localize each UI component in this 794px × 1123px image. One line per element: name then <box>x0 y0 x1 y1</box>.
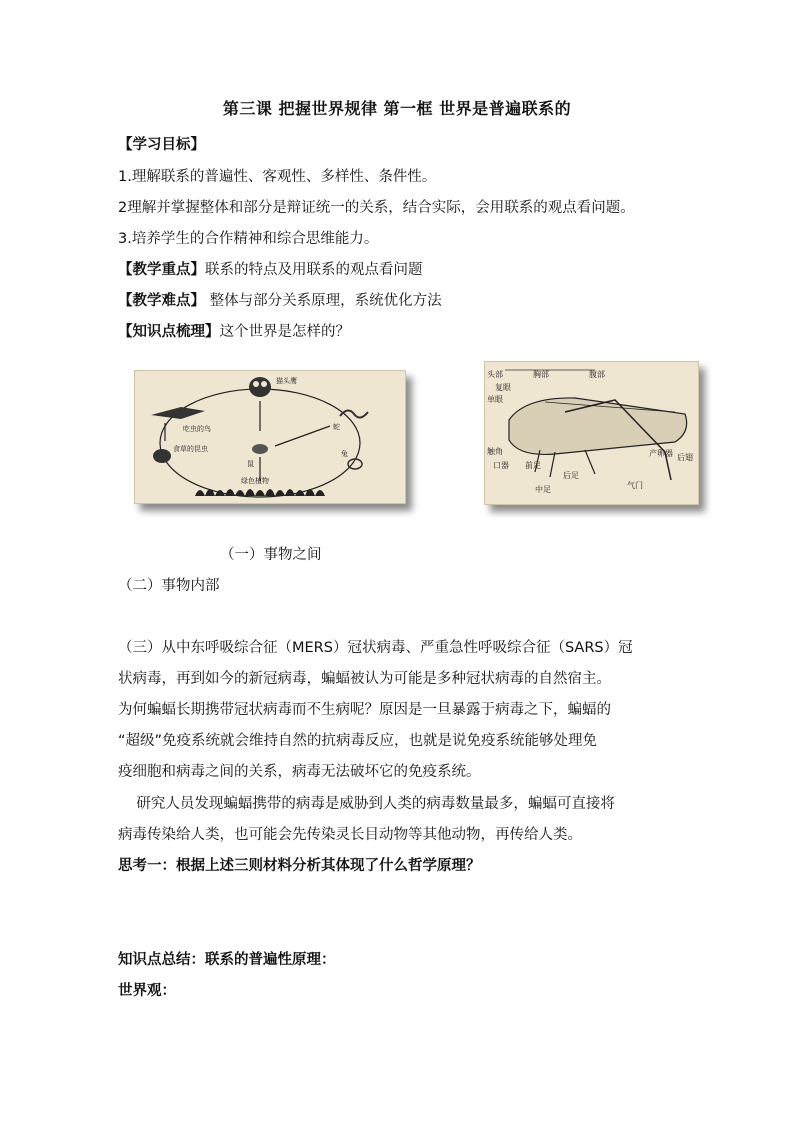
insect-icon <box>153 449 171 463</box>
difficulty-label: 【教学难点】 <box>118 293 205 309</box>
material3-line-4: “超级”免疫系统就会维持自然的抗病毒反应，也就是说免疫系统能够处理免 <box>118 733 598 749</box>
grasshopper-diagram <box>485 362 698 504</box>
caption-inside: （二）事物内部 <box>118 578 220 594</box>
gh-label-ovipositor: 产卵器 <box>649 449 673 458</box>
caption-between: （一）事物之间 <box>220 547 322 563</box>
gh-label-foreleg: 前足 <box>525 461 541 470</box>
food-chain-figure <box>134 370 406 504</box>
owl-icon <box>249 377 271 397</box>
objectives-heading: 【学习目标】 <box>118 137 205 153</box>
material3-line-5: 疫细胞和病毒之间的关系，病毒无法破坏它的免疫系统。 <box>118 764 481 780</box>
key-point-line <box>118 258 423 279</box>
knowledge-label: 【知识点梳理】 <box>118 324 220 340</box>
fc-label-mouse: 鼠 <box>247 460 254 468</box>
fc-label-snake: 蛇 <box>333 423 340 431</box>
fc-label-bird: 吃虫的鸟 <box>183 425 211 433</box>
page-title: 第三课 把握世界规律 第一框 世界是普遍联系的 <box>222 99 572 118</box>
gh-label-spiracle: 气门 <box>627 481 643 490</box>
fc-label-plants: 绿色植物 <box>241 477 269 485</box>
worldview-line: 世界观： <box>118 983 176 999</box>
key-point-text: 联系的特点及用联系的观点看问题 <box>205 262 423 278</box>
material3-line-7: 病毒传染给人类，也可能会先传染灵长目动物等其他动物，再传给人类。 <box>118 827 582 843</box>
material3-line-1: （三）从中东呼吸综合征（MERS）冠状病毒、严重急性呼吸综合征（SARS）冠 <box>118 640 633 656</box>
fc-label-rabbit: 兔 <box>341 450 348 458</box>
difficulty-text: 整体与部分关系原理，系统优化方法 <box>205 293 442 309</box>
gh-label-antenna: 触角 <box>487 447 503 456</box>
gh-label-midleg: 中足 <box>535 485 551 494</box>
objective-item-3: 3.培养学生的合作精神和综合思维能力。 <box>118 231 379 247</box>
think-question-1: 思考一：根据上述三则材料分析其体现了什么哲学原理？ <box>118 858 481 874</box>
bird-icon <box>151 407 205 419</box>
key-point-label: 【教学重点】 <box>118 262 205 278</box>
knowledge-line <box>118 320 350 341</box>
objective-item-1: 1.理解联系的普遍性、客观性、多样性、条件性。 <box>118 169 437 185</box>
material3-line-6: 研究人员发现蝙蝠携带的病毒是威胁到人类的病毒数量最多，蝙蝠可直接将 <box>118 796 615 812</box>
gh-label-hindwing: 后翅 <box>677 453 693 462</box>
material3-line-2: 状病毒，再到如今的新冠病毒，蝙蝠被认为可能是多种冠状病毒的自然宿主。 <box>118 671 611 687</box>
gh-label-compound-eye: 复眼 <box>495 383 511 392</box>
gh-label-mouthparts: 口器 <box>493 461 509 470</box>
mouse-icon <box>252 444 268 454</box>
fc-label-owl: 猫头鹰 <box>276 377 297 385</box>
gh-label-head: 头部 <box>487 370 503 379</box>
plants-icon <box>195 489 325 496</box>
material3-line-3: 为何蝙蝠长期携带冠状病毒而不生病呢？原因是一旦暴露于病毒之下，蝙蝠的 <box>118 702 611 718</box>
gh-label-ocellus: 单眼 <box>487 395 503 404</box>
grasshopper-figure <box>484 361 699 505</box>
knowledge-text: 这个世界是怎样的？ <box>219 324 350 340</box>
difficulty-line <box>118 289 442 310</box>
objective-item-2: 2理解并掌握整体和部分是辩证统一的关系，结合实际，会用联系的观点看问题。 <box>118 200 635 216</box>
fc-label-insect: 食草的昆虫 <box>173 445 208 453</box>
food-chain-diagram <box>135 371 405 503</box>
summary-line: 知识点总结：联系的普遍性原理： <box>118 952 336 968</box>
gh-label-hindleg: 后足 <box>563 471 579 480</box>
gh-label-abdomen: 腹部 <box>589 370 605 379</box>
gh-label-thorax: 胸部 <box>533 370 549 379</box>
